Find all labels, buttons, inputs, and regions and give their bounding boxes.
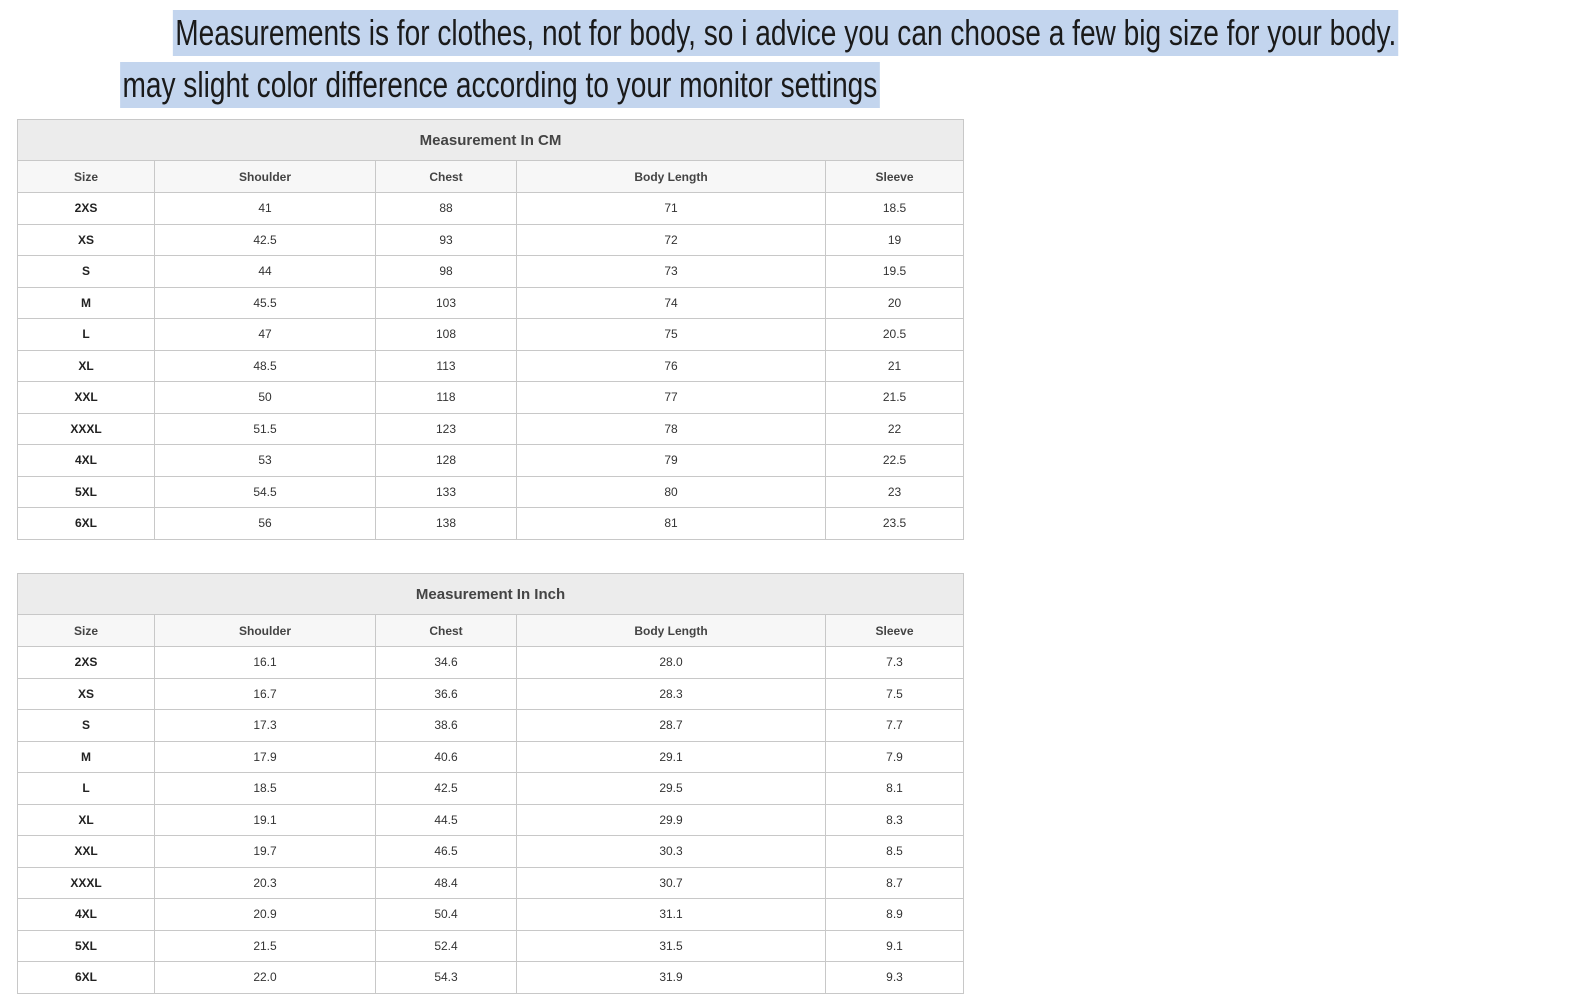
shoulder-cell: 16.1 — [155, 647, 376, 679]
table-row — [18, 319, 964, 351]
sleeve-cell: 8.1 — [826, 773, 964, 805]
shoulder-cell: 42.5 — [155, 224, 376, 256]
sleeve-cell: 23 — [826, 476, 964, 508]
table-row — [18, 710, 964, 742]
size-cell: 6XL — [18, 962, 155, 994]
size-cell: M — [18, 287, 155, 319]
table-row — [18, 350, 964, 382]
shoulder-cell: 41 — [155, 193, 376, 225]
sleeve-cell: 7.9 — [826, 741, 964, 773]
size-cell: M — [18, 741, 155, 773]
body-length-cell: 28.3 — [517, 678, 826, 710]
table-row — [18, 867, 964, 899]
sleeve-cell: 7.7 — [826, 710, 964, 742]
shoulder-cell: 16.7 — [155, 678, 376, 710]
size-cell: 4XL — [18, 445, 155, 477]
size-cell: L — [18, 773, 155, 805]
body-length-cell: 79 — [517, 445, 826, 477]
notice-text-2: may slight color difference according to your monitor settings — [120, 62, 880, 108]
shoulder-cell: 20.9 — [155, 899, 376, 931]
chest-cell: 123 — [376, 413, 517, 445]
chest-cell: 34.6 — [376, 647, 517, 679]
column-header-size: Size — [18, 615, 155, 647]
table-body — [18, 193, 964, 540]
size-cell: XL — [18, 804, 155, 836]
sleeve-cell: 23.5 — [826, 508, 964, 540]
body-length-cell: 31.5 — [517, 930, 826, 962]
body-length-cell: 31.1 — [517, 899, 826, 931]
size-cell: 4XL — [18, 899, 155, 931]
chest-cell: 108 — [376, 319, 517, 351]
chest-cell: 133 — [376, 476, 517, 508]
shoulder-cell: 21.5 — [155, 930, 376, 962]
table-row — [18, 287, 964, 319]
body-length-cell: 81 — [517, 508, 826, 540]
chest-cell: 52.4 — [376, 930, 517, 962]
body-length-cell: 29.5 — [517, 773, 826, 805]
body-length-cell: 75 — [517, 319, 826, 351]
body-length-cell: 29.9 — [517, 804, 826, 836]
chest-cell: 93 — [376, 224, 517, 256]
chest-cell: 42.5 — [376, 773, 517, 805]
body-length-cell: 74 — [517, 287, 826, 319]
sleeve-cell: 9.1 — [826, 930, 964, 962]
body-length-cell: 30.3 — [517, 836, 826, 868]
sleeve-cell: 19.5 — [826, 256, 964, 288]
shoulder-cell: 53 — [155, 445, 376, 477]
table-row — [18, 413, 964, 445]
chest-cell: 113 — [376, 350, 517, 382]
sleeve-cell: 21 — [826, 350, 964, 382]
sleeve-cell: 7.3 — [826, 647, 964, 679]
sleeve-cell: 21.5 — [826, 382, 964, 414]
chest-cell: 88 — [376, 193, 517, 225]
body-length-cell: 71 — [517, 193, 826, 225]
notice-line-color-difference — [0, 62, 1000, 108]
size-table-cm — [17, 119, 964, 540]
sleeve-cell: 8.7 — [826, 867, 964, 899]
shoulder-cell: 54.5 — [155, 476, 376, 508]
table-row — [18, 804, 964, 836]
sleeve-cell: 20 — [826, 287, 964, 319]
sleeve-cell: 8.5 — [826, 836, 964, 868]
table-row — [18, 678, 964, 710]
table-row — [18, 930, 964, 962]
size-cell: 2XS — [18, 193, 155, 225]
table-row — [18, 508, 964, 540]
table-row — [18, 382, 964, 414]
size-cell: XXXL — [18, 413, 155, 445]
shoulder-cell: 51.5 — [155, 413, 376, 445]
chest-cell: 36.6 — [376, 678, 517, 710]
chest-cell: 50.4 — [376, 899, 517, 931]
size-cell: S — [18, 256, 155, 288]
size-table-inch — [17, 573, 964, 994]
column-header-body-length: Body Length — [517, 161, 826, 193]
sleeve-cell: 19 — [826, 224, 964, 256]
shoulder-cell: 17.3 — [155, 710, 376, 742]
sleeve-cell: 22 — [826, 413, 964, 445]
sleeve-cell: 8.3 — [826, 804, 964, 836]
size-cell: L — [18, 319, 155, 351]
sleeve-cell: 9.3 — [826, 962, 964, 994]
table-row — [18, 445, 964, 477]
size-cell: XXXL — [18, 867, 155, 899]
chest-cell: 40.6 — [376, 741, 517, 773]
body-length-cell: 78 — [517, 413, 826, 445]
size-cell: XS — [18, 224, 155, 256]
notice-text-1: Measurements is for clothes, not for body, so i advice you can choose a few big size for your body. — [173, 10, 1399, 56]
body-length-cell: 31.9 — [517, 962, 826, 994]
size-cell: XXL — [18, 382, 155, 414]
table-row — [18, 224, 964, 256]
size-cell: 5XL — [18, 476, 155, 508]
table-body — [18, 647, 964, 994]
table-row — [18, 899, 964, 931]
chest-cell: 48.4 — [376, 867, 517, 899]
shoulder-cell: 19.7 — [155, 836, 376, 868]
table-row — [18, 741, 964, 773]
shoulder-cell: 50 — [155, 382, 376, 414]
table-row — [18, 836, 964, 868]
body-length-cell: 80 — [517, 476, 826, 508]
table-row — [18, 476, 964, 508]
sleeve-cell: 7.5 — [826, 678, 964, 710]
body-length-cell: 30.7 — [517, 867, 826, 899]
chest-cell: 46.5 — [376, 836, 517, 868]
sleeve-cell: 8.9 — [826, 899, 964, 931]
column-header-shoulder: Shoulder — [155, 615, 376, 647]
size-cell: 6XL — [18, 508, 155, 540]
shoulder-cell: 44 — [155, 256, 376, 288]
sleeve-cell: 22.5 — [826, 445, 964, 477]
size-cell: 5XL — [18, 930, 155, 962]
body-length-cell: 73 — [517, 256, 826, 288]
column-header-shoulder: Shoulder — [155, 161, 376, 193]
shoulder-cell: 18.5 — [155, 773, 376, 805]
shoulder-cell: 48.5 — [155, 350, 376, 382]
chest-cell: 138 — [376, 508, 517, 540]
sleeve-cell: 18.5 — [826, 193, 964, 225]
shoulder-cell: 17.9 — [155, 741, 376, 773]
chest-cell: 44.5 — [376, 804, 517, 836]
column-header-chest: Chest — [376, 615, 517, 647]
table-row — [18, 256, 964, 288]
sleeve-cell: 20.5 — [826, 319, 964, 351]
table-row — [18, 647, 964, 679]
table-row — [18, 773, 964, 805]
column-header-sleeve: Sleeve — [826, 161, 964, 193]
chest-cell: 103 — [376, 287, 517, 319]
shoulder-cell: 45.5 — [155, 287, 376, 319]
size-cell: XXL — [18, 836, 155, 868]
chest-cell: 54.3 — [376, 962, 517, 994]
table-row — [18, 962, 964, 994]
size-cell: 2XS — [18, 647, 155, 679]
body-length-cell: 29.1 — [517, 741, 826, 773]
shoulder-cell: 56 — [155, 508, 376, 540]
body-length-cell: 72 — [517, 224, 826, 256]
shoulder-cell: 20.3 — [155, 867, 376, 899]
table-row — [18, 193, 964, 225]
column-header-size: Size — [18, 161, 155, 193]
shoulder-cell: 19.1 — [155, 804, 376, 836]
chest-cell: 38.6 — [376, 710, 517, 742]
shoulder-cell: 22.0 — [155, 962, 376, 994]
body-length-cell: 76 — [517, 350, 826, 382]
size-cell: S — [18, 710, 155, 742]
table-title: Measurement In Inch — [18, 574, 964, 615]
size-cell: XL — [18, 350, 155, 382]
body-length-cell: 28.0 — [517, 647, 826, 679]
shoulder-cell: 47 — [155, 319, 376, 351]
size-cell: XS — [18, 678, 155, 710]
column-header-chest: Chest — [376, 161, 517, 193]
chest-cell: 128 — [376, 445, 517, 477]
column-header-body-length: Body Length — [517, 615, 826, 647]
body-length-cell: 77 — [517, 382, 826, 414]
table-title: Measurement In CM — [18, 120, 964, 161]
column-header-sleeve: Sleeve — [826, 615, 964, 647]
chest-cell: 98 — [376, 256, 517, 288]
chest-cell: 118 — [376, 382, 517, 414]
notice-line-clothes-measurement — [0, 10, 1397, 56]
body-length-cell: 28.7 — [517, 710, 826, 742]
